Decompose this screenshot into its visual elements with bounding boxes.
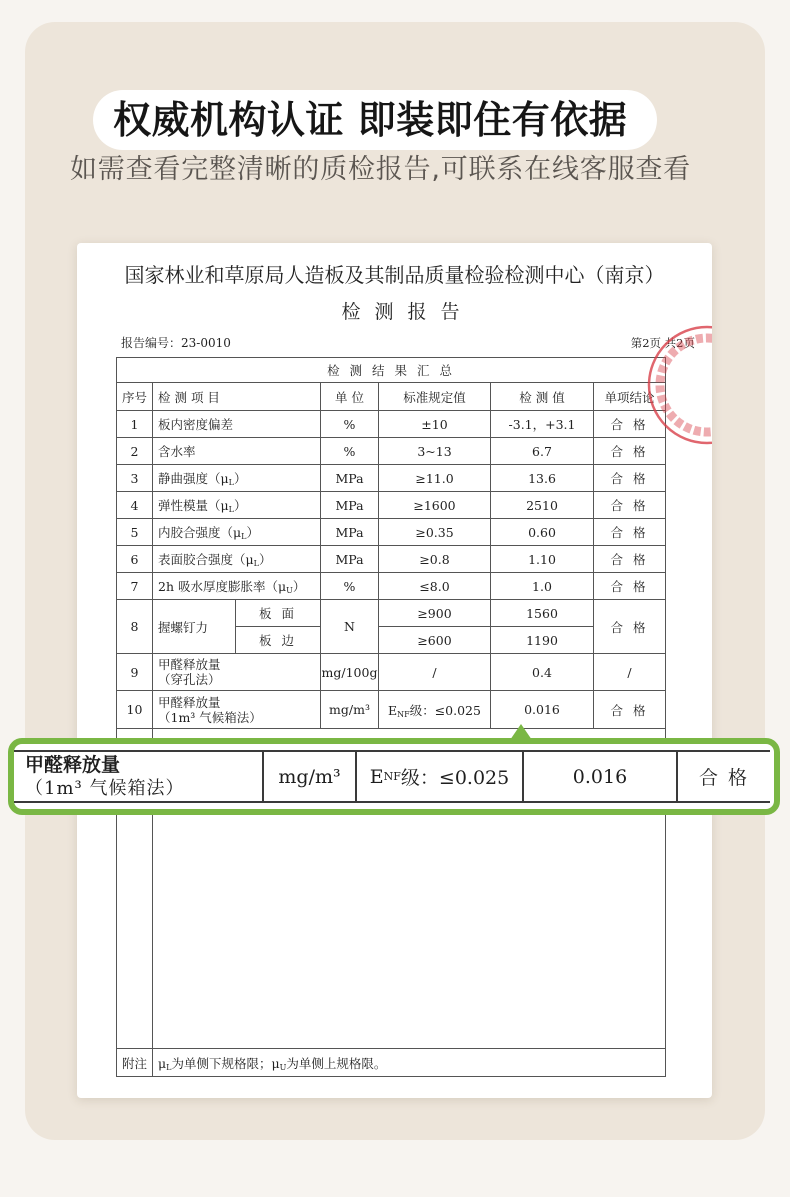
row-standard: 3~13 (379, 438, 491, 465)
row-unit: MPa (321, 519, 379, 546)
std-text: 级：≤0.025 (400, 767, 510, 789)
row-unit: MPa (321, 465, 379, 492)
table-summary-row (117, 358, 666, 383)
table-row (117, 492, 666, 519)
col-header-no: 序号 (117, 383, 153, 411)
title-pill (93, 90, 657, 150)
row-value: 6.7 (491, 438, 594, 465)
row-sub-item: 板 边 (236, 627, 321, 654)
std-text: 级：≤0.025 (409, 702, 481, 718)
row-no: 4 (117, 492, 153, 519)
item-line: 甲醛释放量 (158, 657, 221, 672)
row-standard: ≤8.0 (379, 573, 491, 600)
row-standard: ≥0.8 (379, 546, 491, 573)
table-row (117, 691, 666, 729)
row-item (153, 654, 321, 691)
item-text: 静曲强度（μ (158, 471, 229, 486)
row-standard: ±10 (379, 411, 491, 438)
row-no: 5 (117, 519, 153, 546)
table-row (117, 465, 666, 492)
row-unit: % (321, 438, 379, 465)
item-subscript: U (286, 586, 293, 595)
callout-unit: mg/m³ (262, 752, 355, 801)
row-result: 合 格 (594, 465, 666, 492)
row-result: 合 格 (594, 411, 666, 438)
item-close: ） (258, 552, 272, 567)
callout-value: 0.016 (522, 752, 676, 801)
row-value: 0.016 (491, 691, 594, 729)
red-stamp (637, 315, 712, 455)
row-unit: % (321, 411, 379, 438)
row-no: 3 (117, 465, 153, 492)
row-item: 握螺钉力 (153, 600, 236, 654)
row-item: 含水率 (153, 438, 321, 465)
row-no: 10 (117, 691, 153, 729)
row-item (153, 573, 321, 600)
highlight-callout (8, 738, 780, 815)
row-item (153, 492, 321, 519)
row-unit: MPa (321, 546, 379, 573)
page-title: 权威机构认证 即装即住有依据 (113, 98, 628, 142)
row-no: 1 (117, 411, 153, 438)
row-standard: ≥0.35 (379, 519, 491, 546)
row-standard: / (379, 654, 491, 691)
std-letter: E (369, 765, 384, 788)
item-text: 表面胶合强度（μ (158, 552, 254, 567)
item-subscript: L (228, 505, 234, 514)
item-text: 内胶合强度（μ (158, 525, 242, 540)
results-table (116, 357, 666, 1077)
item-text: 弹性模量（μ (158, 498, 229, 513)
row-result: 合 格 (594, 600, 666, 654)
table-row (117, 438, 666, 465)
report-organization: 国家林业和草原局人造板及其制品质量检验检测中心（南京） (124, 263, 665, 287)
summary-heading: 检 测 结 果 汇 总 (117, 358, 666, 383)
note-text (153, 1049, 666, 1077)
table-header-row (117, 383, 666, 411)
row-unit: N (321, 600, 379, 654)
item-close: ） (292, 579, 306, 594)
callout-item (14, 752, 262, 801)
item-close: ） (233, 498, 247, 513)
row-standard: ≥600 (379, 627, 491, 654)
row-standard (379, 691, 491, 729)
note-part: 为单侧上规格限。 (286, 1055, 387, 1071)
row-no: 8 (117, 600, 153, 654)
callout-pointer (510, 724, 532, 740)
col-header-standard: 标准规定值 (379, 383, 491, 411)
callout-item-line: （1m³ 气候箱法） (25, 777, 185, 799)
row-no: 9 (117, 654, 153, 691)
row-value: 2510 (491, 492, 594, 519)
note-label: 附注 (117, 1049, 153, 1077)
note-part: 为单侧下规格限；μ (171, 1055, 280, 1071)
table-note-row (117, 1049, 666, 1077)
table-row (117, 546, 666, 573)
callout-result: 合 格 (676, 752, 770, 801)
callout-standard: E NF 级：≤0.025 (355, 752, 522, 801)
item-line: 甲醛释放量 (158, 694, 221, 710)
row-unit: % (321, 573, 379, 600)
col-header-value: 检 测 值 (491, 383, 594, 411)
row-no: 2 (117, 438, 153, 465)
row-item: 板内密度偏差 (153, 411, 321, 438)
item-close: ） (246, 525, 259, 540)
callout-item-line: 甲醛释放量 (25, 753, 121, 776)
item-subscript: L (253, 559, 259, 568)
note-part: μ (158, 1055, 167, 1071)
row-no: 7 (117, 573, 153, 600)
report-page-info: 第2页 共2页 (630, 336, 695, 350)
row-result: 合 格 (594, 438, 666, 465)
report-title: 检 测 报 告 (341, 301, 464, 323)
row-item (153, 519, 321, 546)
std-subscript: NF (397, 709, 410, 719)
row-unit: MPa (321, 492, 379, 519)
row-value: 13.6 (491, 465, 594, 492)
row-result: 合 格 (594, 492, 666, 519)
item-subscript: L (228, 478, 234, 487)
table-row (117, 519, 666, 546)
row-result: 合 格 (594, 546, 666, 573)
table-row (117, 573, 666, 600)
item-line: （穿孔法） (158, 672, 221, 687)
row-result: / (594, 654, 666, 691)
col-header-unit: 单 位 (321, 383, 379, 411)
row-item (153, 465, 321, 492)
row-value: 0.60 (491, 519, 594, 546)
item-close: ） (233, 471, 247, 486)
row-sub-item: 板 面 (236, 600, 321, 627)
row-value: 1190 (491, 627, 594, 654)
callout-row (14, 750, 770, 803)
row-unit: mg/m³ (321, 691, 379, 729)
item-line: （1m³ 气候箱法） (158, 709, 262, 725)
row-no: 6 (117, 546, 153, 573)
row-result: 合 格 (594, 691, 666, 729)
row-result: 合 格 (594, 519, 666, 546)
row-value: 1.10 (491, 546, 594, 573)
report-number: 报告编号：23-0010 (121, 336, 231, 350)
note-subscript: L (166, 1062, 172, 1072)
col-header-result: 单项结论 (594, 383, 666, 411)
test-report-document (77, 243, 712, 1098)
row-unit: mg/100g (321, 654, 379, 691)
row-item (153, 691, 321, 729)
table-row (117, 600, 666, 627)
note-subscript: U (279, 1062, 287, 1072)
row-standard: ≥900 (379, 600, 491, 627)
page-subtitle: 如需查看完整清晰的质检报告,可联系在线客服查看 (70, 154, 691, 185)
row-result: 合 格 (594, 573, 666, 600)
row-value: 1.0 (491, 573, 594, 600)
row-standard: ≥1600 (379, 492, 491, 519)
table-row (117, 411, 666, 438)
item-text: 2h 吸水厚度膨胀率（μ (158, 579, 287, 594)
row-value: 1560 (491, 600, 594, 627)
std-letter: E (388, 702, 398, 718)
table-row (117, 654, 666, 691)
col-header-item: 检 测 项 目 (153, 383, 321, 411)
item-subscript: L (241, 532, 247, 541)
row-standard: ≥11.0 (379, 465, 491, 492)
row-item (153, 546, 321, 573)
row-value: 0.4 (491, 654, 594, 691)
row-value: -3.1，+3.1 (491, 411, 594, 438)
